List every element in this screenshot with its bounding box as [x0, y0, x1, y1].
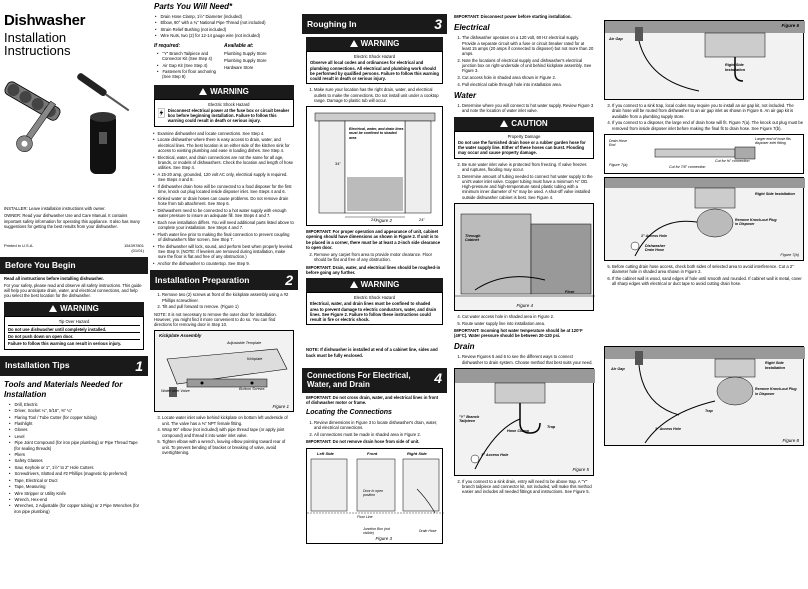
water-steps-1: [462, 103, 594, 114]
electrical-step: 4. Pull electrical cable through hole into installation area.: [462, 82, 594, 87]
roughing-step-number: 3: [434, 16, 442, 32]
installer-note: INSTALLER: Leave installation instructions with owner.: [4, 206, 106, 212]
caution-label: CAUTION: [511, 118, 548, 128]
fig8-label-airgap: Air Gap: [611, 367, 625, 372]
fig4-label-floor: Floor: [565, 289, 575, 294]
locating-steps: [314, 420, 443, 437]
tip-line-2: Do not push down on open door.: [8, 332, 140, 339]
electric-shock-icon: [158, 102, 165, 124]
tool-item: • Wire Stripper or Utility Knife: [14, 491, 144, 496]
water-important: IMPORTANT: Incoming hot water temperature should be at 120°F (49°C). Water pressure should be between 20-120 psi.: [454, 327, 583, 338]
tool-item: • Pipe Joint Compound (for iron pipe plumbing) or Pipe Thread Tape (for sealing threads): [14, 440, 144, 451]
available-item: Hardware Store: [224, 65, 254, 71]
prep-step: 5. Tighten elbow with a wrench, leaving elbow pointing toward rear of unit. To prevent bending of bracket or breaking of valve, avoid overtightening.: [162, 439, 294, 455]
fig6-caption: Figure 6: [781, 23, 799, 28]
required-item: • Air Gap Kit (See Step 4): [162, 63, 220, 68]
column-drain: [600, 0, 808, 589]
prep-step: 4. Wrap 90° elbow (not included) with pipe thread tape (or apply joint compound) and thread it into water inlet valve.: [162, 427, 294, 438]
warning-triangle-icon: [350, 40, 358, 47]
prep-steps-list-2: [162, 415, 294, 455]
section-header-installation-tips: [0, 356, 148, 376]
fig1-label-valve: Water Inlet Valve: [161, 389, 190, 394]
tip-step: • The dishwasher will lock, sound, and perform best when properly leveled. See Step 9. (NOTE: If levelers are removed during installation, make sure the floor is flat and free of any obstruction.): [158, 244, 294, 260]
fig3-label-left: Left Side: [317, 450, 334, 456]
tools-illustration: [2, 62, 146, 202]
warning-label: WARNING: [360, 39, 400, 48]
cabinet-note: NOTE: If dishwasher is installed at end of a cabinet line, sides and back must be fully enclosed.: [306, 347, 438, 358]
fig7b-caption: Figure 7(b): [780, 253, 799, 258]
column-roughing: [302, 0, 447, 589]
tips-step-number: 1: [135, 357, 143, 374]
water-step: 5. Route water supply line into installation area.: [462, 321, 594, 326]
fig3-label-junction: Junction Box (not visible): [363, 526, 391, 536]
prep-step: 3. Locate water inlet valve behind kickplate on bottom left underside of unit. The valve has a ⅜" NPT female fitting.: [162, 415, 294, 426]
roughing-warning-text: Observe all local codes and ordinances for electrical and plumbing connections. All electrical and plumbing work should be performed by qualified persons. Failure to follow this warning could result in death or serious injury.: [310, 60, 439, 81]
wood-step: 6. If the cabinet wall is wood, sand edges of hole until smooth and rounded. If cabinet wall is metal, cover all sharp edges with electrical or duct tape to avoid cutting drain hose.: [612, 276, 804, 287]
tools-list: [14, 402, 144, 514]
part-item: • Drain Hose Clamp, 1½" Diameter (included): [160, 14, 294, 19]
roughing-warning2-hazard: Electric Shock Hazard: [353, 295, 396, 300]
drain-steps-2: [462, 479, 594, 495]
roughing-warning2-header: [306, 278, 443, 292]
tools-drawing: [2, 62, 146, 202]
fig7b-label-hose: Dishwasher Drain Hose: [645, 243, 666, 253]
warning-label: WARNING: [210, 86, 249, 96]
figure-6: [604, 20, 804, 100]
tool-item: • Level: [14, 434, 144, 439]
tool-item: • Wrench, Hex-end: [14, 497, 144, 502]
locating-step: 2. All connections must be made in shaded area in Figure 2.: [314, 432, 443, 437]
locating-important: IMPORTANT: Do not remove drain hose from side of unit.: [306, 439, 420, 445]
fig5-label-trap: Trap: [547, 424, 556, 429]
part-number: 154397801: [123, 243, 144, 249]
fig3-label-floor: Floor Line: [357, 514, 373, 519]
figure-7b: [604, 177, 804, 261]
water-step: 3. Determine amount of tubing needed to connect hot water supply to the unit's water inlet valve. Copper tubing must have a minimum ⅜" OD. High-pressure and high-temperature rated plastic tubing with a minimum inner diameter of ⅜" may be used. A shut-off valve installed outside dishwasher cabinet is best. See Figure 4.: [462, 174, 594, 200]
column-parts: [150, 0, 298, 589]
fig7b-label-hole: 1" Access Hole: [641, 233, 667, 238]
tool-item: • Gloves: [14, 427, 144, 432]
tip-hazard-label: Tip Over Hazard: [58, 318, 90, 324]
water-step: 4. Cut water access hole in shaded area in Figure 2.: [462, 314, 594, 319]
before-text-2: For your safety, please read and observe all safety instructions. This guide will help you anticipate drain, water, and electrical connections, and help you select the best location for the dishwasher.: [4, 282, 142, 299]
part-item: • Strain Relief Bushing (not included): [160, 27, 294, 32]
water-heading: Water: [454, 91, 477, 100]
cabinet-opening-drawing: [307, 107, 444, 225]
tip-step: • Locate dishwasher where there is easy access to drain, water, and electrical lines. The best location is on either side of the kitchen sink for access to existing plumbing and ease in loading dishes. See Step 4.: [158, 137, 294, 153]
tip-line-1: Do not use dishwasher until completely installed.: [8, 325, 140, 332]
required-table: [154, 43, 294, 81]
available-column: [224, 43, 294, 81]
roughing-hazard-label: Electric Shock Hazard: [353, 54, 396, 59]
fig1-caption: Figure 1: [272, 403, 289, 409]
roughing-warning-box: [306, 51, 443, 84]
column-electrical-water: [450, 0, 598, 589]
electrical-step: 3. Cut access hole in shaded area shown in Figure 2.: [462, 75, 594, 80]
figure-4: [454, 203, 594, 311]
tip-step: • Electrical, water, and drain connections are not the same for all age, brands, or models of dishwashers. Check the location and length of hose utilities. See Step 4.: [158, 155, 294, 171]
fig5-label-tailpiece: "Y" Branch Tailpiece: [459, 414, 480, 424]
parts-list: [160, 14, 294, 39]
prep-steps-list: [162, 292, 294, 309]
part-item: • Wire Nuts, two (2) for 12-14 gauge wire (not included): [160, 33, 294, 38]
electrical-step: 2. Note the locations of electrical supply and dishwasher's electrical junction box on right-underside of unit behind kickplate assembly. See Figure 3.: [462, 58, 594, 74]
tool-item: • Screwdrivers, Slotted and #2 Phillips (magnetic tip preferred): [14, 471, 144, 476]
warning-label: WARNING: [60, 303, 99, 313]
figure-3: [306, 448, 443, 544]
cutting-steps: [612, 264, 804, 287]
available-item: Plumbing Supply Store: [224, 50, 267, 56]
tool-item: • Pliers: [14, 452, 144, 457]
connections-important: IMPORTANT: Do not cross drain, water, and electrical lines in front of dishwasher motor or frame.: [306, 394, 439, 406]
figure-7a: [604, 134, 804, 174]
fig7a-label-cut58: Cut for ⅝" connection: [715, 158, 750, 163]
fig7b-label-knockout: Remove Knock-out Plug in Disposer: [735, 217, 777, 227]
fig7a-caption: Figure 7(a): [609, 162, 628, 167]
kickplate-drawing: [157, 339, 297, 409]
fig3-label-right: Right Side: [407, 450, 427, 456]
available-item: Plumbing Supply Store: [224, 58, 267, 64]
tool-item: • Saw, Keyhole or 1", 1½" to 2" Hole Cutters: [14, 465, 144, 470]
fig6-label-right: Right Side Installation: [725, 63, 746, 72]
tip-step: • If dishwasher drain hose will be connected to a food disposer for the first time, knock out plug located inside disposer inlet. See Steps 4 and 6.: [158, 184, 294, 195]
print-info: [4, 243, 144, 253]
warning-label: WARNING: [360, 280, 400, 289]
tools-heading: Tools and Materials Needed for Installation: [4, 379, 123, 399]
fig7a-label-larger: Larger end of hose fits disposer inlet fitting: [755, 136, 791, 146]
section-header-roughing-in: [302, 14, 447, 34]
tip-step: • Anchor the dishwasher to countertop. See Step 9.: [158, 261, 294, 266]
tool-item: • Drill, Electric: [14, 402, 144, 407]
figure-5: [454, 368, 594, 476]
connections-title: Connections For Electrical, Water, and Drain: [307, 370, 411, 390]
section-header-installation-preparation: [150, 270, 298, 290]
connections-step-number: 4: [434, 369, 442, 386]
shock-warning-header: [154, 85, 294, 99]
required-items: [162, 51, 220, 80]
tool-item: • Flashlight: [14, 421, 144, 426]
fig4-caption: Figure 4: [516, 303, 533, 309]
caution-box: [454, 131, 594, 159]
fig2-label-shaded: Electrical, water, and drain lines must be confined to shaded area: [349, 127, 404, 140]
important-top: IMPORTANT: Disconnect power before starting installation.: [454, 14, 572, 19]
water-step-1: 1. Determine where you will connect to hot water supply. Review Figure 3 and note the location of water inlet valve.: [462, 103, 594, 114]
drain-step-2: 2. If you connect to a sink drain, entry will need to be above trap. A "Y" branch tailpiece and connector kit, not included, will make this method easier and includes all needed fittings and instructions. See Figure 5.: [462, 479, 594, 495]
fig2-caption: Figure 2: [375, 218, 392, 224]
drain-heading: Drain: [454, 342, 475, 352]
tool-item: • Safety Glasses: [14, 458, 144, 463]
required-column: [154, 43, 224, 81]
if-required-label: If required:: [154, 42, 181, 49]
section-header-before-you-begin: [0, 257, 148, 274]
caution-header: [454, 117, 594, 131]
prep-title: Installation Preparation: [155, 275, 250, 286]
fig8-label-right: Right Side Installation: [765, 361, 786, 370]
page-subtitle-instructions: Instructions: [4, 43, 71, 59]
shock-text: Disconnect electrical power at the fuse box or circuit breaker box before beginning installation. Failure to follow this warning could result in death or serious injury.: [167, 107, 290, 124]
caution-sub: Property Damage: [507, 133, 541, 139]
tip-step: • Kinked water or drain hoses can cause problems. Do not remove drain hose from tub attachment. See Step 6.: [158, 196, 294, 207]
water-steps-3: [462, 314, 594, 326]
tips-title: Installation Tips: [5, 360, 70, 371]
fig1-title: Kickplate Assembly: [159, 333, 202, 339]
fig8-label-hole: 1" Access Hole: [655, 427, 681, 432]
fig6-label-airgap: Air Gap: [609, 37, 623, 41]
roughing-steps: [314, 87, 443, 103]
fig1-label-screws: Bottom Screws: [239, 387, 265, 392]
fig2-label-depth: 24": [419, 217, 425, 222]
fig1-label-adjustable: Adjustable Template: [227, 341, 262, 346]
required-item: • Fasteners for floor anchoring (See Step 9): [162, 69, 220, 80]
part-number-block: [124, 243, 144, 253]
available-at-label: Available at:: [224, 42, 254, 49]
tip-warning-box: [4, 316, 144, 350]
tip-step: • A 15-20 amp, grounded, 120 volt AC only, electrical supply is required. See Steps 4 and 8.: [158, 172, 294, 183]
electrical-steps: [462, 35, 594, 87]
roughing-step-2: 2. Remove any carpet from area to provide motor clearance. Floor should be flat and free of any obstruction.: [314, 252, 443, 263]
caution-triangle-icon: [500, 120, 508, 127]
fig5-label-hole: 1" Access Hole: [481, 452, 509, 457]
fig8-label-knockout: Remove Knock-out Plug in Disposer: [755, 387, 797, 396]
disposer-step: 4. If you connect to a disposer, the large end of drain hose will fit. Figure 7(a). The knock out plug must be removed from inside disposer inlet before making the final fit to drain hose. See Figure 7(b).: [612, 120, 804, 131]
page-subtitle-installation: Installation: [4, 29, 67, 45]
water-step: 2. Be sure water inlet valve is protected from freezing. If valve freezes and ruptures, flooding may occur.: [462, 162, 594, 173]
tool-item: • Wrenches, 2 Adjustable (for copper tubing) or 2 Pipe Wrenches (for iron pipe plumbing): [14, 503, 144, 514]
locating-step: 1. Review dimensions in Figure 3 to locate dishwasher's drain, water, and electrical connections.: [314, 420, 443, 431]
warning-triangle-icon: [49, 305, 57, 312]
fig3-caption: Figure 3: [375, 536, 392, 542]
roughing-steps-2: [314, 252, 443, 263]
fig2-label-height: 34": [335, 161, 341, 166]
required-item: • "Y" Branch Tailpiece and Connector Kit (See Step 4): [162, 51, 220, 62]
locating-heading: Locating the Connections: [306, 409, 392, 417]
shock-warning-box: [154, 99, 294, 127]
roughing-warning2-box: [306, 292, 443, 325]
prep-step: 2. Tilt and pull forward to remove. (Figure 1): [162, 304, 294, 309]
warning-triangle-icon: [199, 88, 207, 95]
part-date: (01/01): [131, 248, 144, 254]
page-title: Dishwasher: [4, 12, 86, 29]
tool-item: • Tape, Electrical or Duct: [14, 478, 144, 483]
fig3-label-front: Front: [367, 450, 378, 456]
fig4-label-cabinet: Through Cabinet: [465, 233, 481, 243]
fig1-label-kickplate: Kickplate: [247, 357, 263, 362]
section-header-connections: [302, 368, 447, 393]
cutting-step: 5. Before cutting drain hose access, check both sides of selected area to avoid interference. Cut a 2" diameter hole in shaded area shown in Figure 2.: [612, 264, 804, 275]
tip-step: • Dishwashers need to be connected to a hot water supply with enough water pressure to insure an adequate fill. See Steps 4 and 7.: [158, 208, 294, 219]
tip-step: • Each new installation differs. You will need additional parts listed above to complete your installation. See Steps 4 and 7.: [158, 220, 294, 231]
tool-item: • Flaring Tool / Tube Cutter (for copper tubing): [14, 415, 144, 420]
fig2-label-width: 24": [371, 217, 377, 222]
prep-step: 1. Remove two (2) screws at front of the kickplate assembly using a #2 Phillips screwdriver.: [162, 292, 294, 303]
prep-step-number: 2: [285, 272, 293, 289]
tip-step: • Flush water line prior to making the final connection to prevent coupling of dishwasher's filter screen. See Step 7.: [158, 232, 294, 243]
tip-line-3: Failure to follow this warning can result in serious injury.: [8, 339, 140, 346]
roughing-title: Roughing In: [307, 18, 357, 29]
column-intro: [0, 0, 148, 589]
electrical-heading: Electrical: [454, 23, 490, 33]
drain-steps-1: [462, 354, 594, 365]
fig8-label-trap: Trap: [705, 409, 713, 414]
before-title: Before You Begin: [5, 260, 76, 271]
tip-warning-header: [4, 302, 144, 316]
parts-heading: Parts You Will Need*: [154, 2, 233, 11]
figure-1: [154, 330, 294, 412]
roughing-important-1: IMPORTANT: For proper operation and appearance of unit, cabinet opening should have dimensions as shown in Figure 2. If unit is to be placed in a corner, there must be at least a 2-inch side clearance to open door.: [306, 229, 441, 250]
roughing-warning2-text: Electrical, water, and drain lines must be confined to shaded area to prevent damage to electric conductors, water, and drain lines. See Figure 2. Failure to follow these instructions could result in fire or electric shock.: [310, 301, 437, 322]
fig7a-label-cut78: Cut for 7/8" connection: [669, 164, 706, 169]
fig3-label-door: Door in open position: [363, 488, 384, 498]
part-item: • Elbow, 90° with a ¾" National Pipe Thread (not included): [160, 20, 294, 25]
figure-8: [604, 346, 804, 446]
tool-item: • Driver, Socket ¼", 5/16", ⅜" ¼": [14, 408, 144, 413]
water-steps-2: [462, 162, 594, 200]
figure-2: [306, 106, 443, 226]
roughing-warning-header: [306, 37, 443, 51]
fig8-caption: Figure 8: [782, 437, 799, 443]
tips-steps-list: [158, 131, 294, 267]
fig5-label-clamp: Hose Clamp: [507, 428, 529, 433]
fig5-caption: Figure 5: [572, 467, 589, 473]
fig3-label-drain: Drain Hose: [419, 528, 437, 533]
printed-in: Printed in U.S.A.: [4, 243, 34, 249]
available-items: [224, 51, 294, 71]
drain-step-1: 1. Review Figures 5 and 6 to see the different ways to connect dishwasher to drain system. Choose method that best suits your need.: [462, 354, 594, 365]
tip-step: • Examine dishwasher and locate connections. See Step 4.: [158, 131, 294, 136]
electrical-step: 1. The dishwasher operates on a 120 volt, 60 Hz electrical supply. Provide a separate circuit with a fuse or circuit breaker rated for at least 15 amps (20 amps if connected to disposer) but not more than 20 amps.: [462, 35, 594, 56]
fig7a-label-hose: Drain Hose End: [609, 138, 627, 148]
warning-triangle-icon: [350, 281, 358, 288]
airgap-steps: [612, 103, 804, 131]
before-text-1: Read all instructions before installing dishwasher.: [4, 275, 104, 281]
roughing-important-2: IMPORTANT: Drain, water, and electrical lines should be roughed-in before going any further.: [306, 264, 441, 275]
tool-item: • Tape, Measuring: [14, 484, 144, 489]
fig7b-label-right: Right Side Installation: [755, 191, 795, 196]
airgap-step: 3. If you connect to a sink trap, local codes may require you to install an air gap kit, not included. The drain hose will be routed from dishwasher to an air gap inlet as shown in Figure 6. An air gap kit is available from a plumbing supply store.: [612, 103, 804, 119]
shock-hazard-label: Electric Shock Hazard: [208, 101, 250, 107]
caution-text: Do not use the furnished drain hose or a rubber garden hose for the water supply line. Either of these hoses can burst. Flooding may occur and cause property damage.: [458, 139, 586, 156]
roughing-step-1: 1. Make sure your location has the right drain, water, and electrical outlets to make the connections. Do not install unit under a cooktop range. Damage to plastic tub will occur.: [314, 87, 443, 103]
prep-note: NOTE: It is not necessary to remove the outer door for installation. However, you might find it more convenient to do so. You can find directions for removing door in Step 10.: [154, 311, 277, 328]
owner-note: OWNER: Read your dishwasher Use and Care Manual. It contains important safety information for operating this appliance. It also has many suggestions for getting the best results from your dishwasher.: [4, 213, 140, 229]
air-gap-drawing: [605, 21, 805, 99]
